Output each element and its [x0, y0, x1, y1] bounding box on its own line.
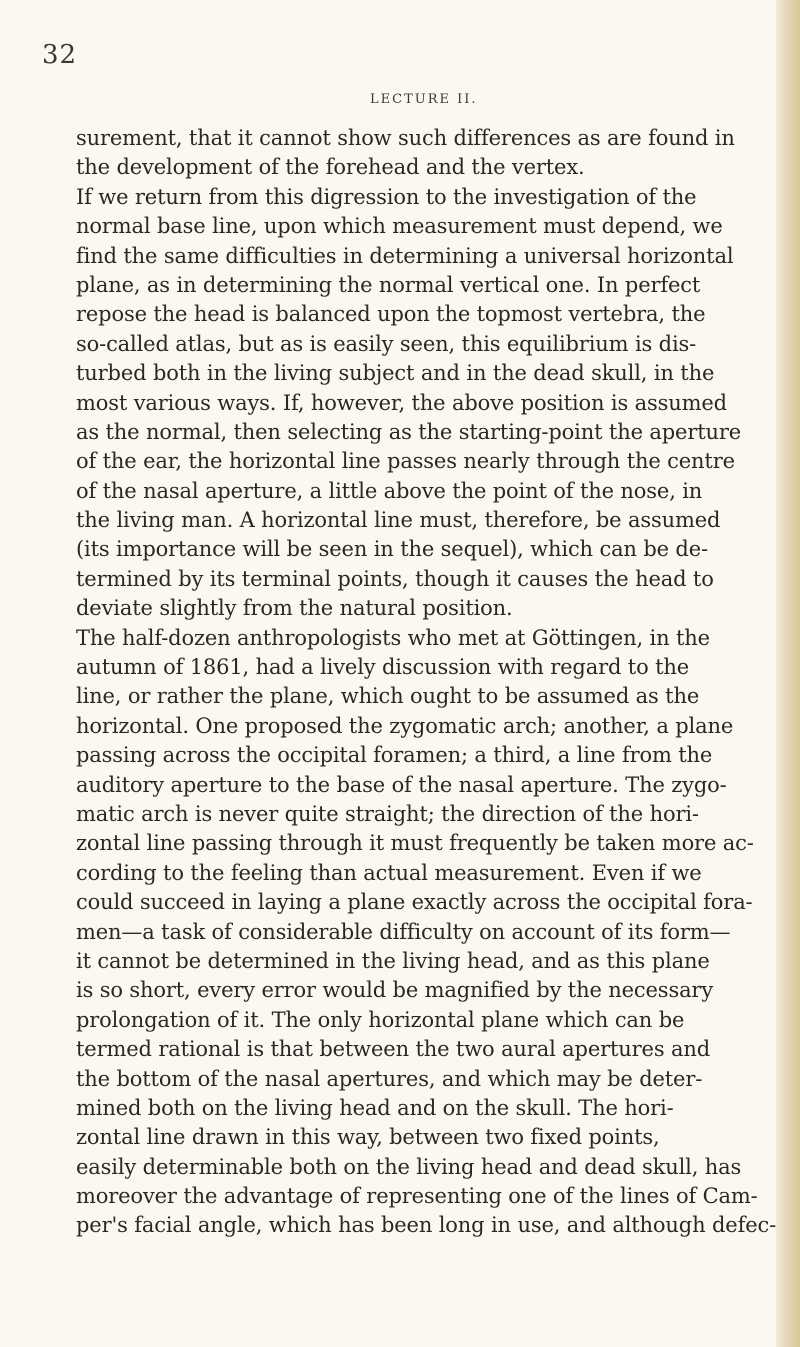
- text-line: zontal line passing through it must frequently be taken more ac-: [76, 831, 754, 856]
- text-line: turbed both in the living subject and in the dead skull, in the: [76, 361, 715, 386]
- text-line: termed rational is that between the two aural apertures and: [76, 1037, 711, 1062]
- page-binding-edge: [776, 0, 800, 1347]
- text-line: so-called atlas, but as is easily seen, this equilibrium is dis-: [76, 331, 697, 356]
- body-text: [76, 124, 776, 1241]
- text-line: men—a task of considerable difficulty on account of its form—: [76, 919, 731, 944]
- text-line: moreover the advantage of representing one of the lines of Cam-: [76, 1184, 758, 1209]
- text-line: If we return from this digression to the investigation of the: [76, 184, 697, 209]
- text-line: cording to the feeling than actual measurement. Even if we: [76, 860, 702, 885]
- text-line: the living man. A horizontal line must, therefore, be assumed: [76, 508, 721, 533]
- text-line: find the same difficulties in determining a universal horizontal: [76, 243, 734, 268]
- running-head: LECTURE II.: [370, 92, 478, 107]
- text-line: of the nasal aperture, a little above the point of the nose, in: [76, 478, 703, 503]
- text-line: prolongation of it. The only horizontal plane which can be: [76, 1007, 685, 1032]
- text-line: The half-dozen anthropologists who met at Göttingen, in the: [76, 625, 710, 650]
- page-number: 32: [42, 40, 78, 70]
- text-line: normal base line, upon which measurement must depend, we: [76, 214, 723, 239]
- text-line: the development of the forehead and the vertex.: [76, 155, 585, 180]
- text-line: could succeed in laying a plane exactly across the occipital fora-: [76, 890, 753, 915]
- text-line: as the normal, then selecting as the starting-point the aperture: [76, 419, 742, 444]
- text-line: line, or rather the plane, which ought to be assumed as the: [76, 684, 700, 709]
- text-line: is so short, every error would be magnified by the necessary: [76, 978, 714, 1003]
- text-line: passing across the occipital foramen; a third, a line from the: [76, 743, 713, 768]
- text-line: the bottom of the nasal apertures, and which may be deter-: [76, 1066, 703, 1091]
- text-line: zontal line drawn in this way, between two fixed points,: [76, 1125, 660, 1150]
- text-line: repose the head is balanced upon the topmost vertebra, the: [76, 302, 706, 327]
- text-line: plane, as in determining the normal vertical one. In perfect: [76, 272, 701, 297]
- text-line: (its importance will be seen in the sequel), which can be de-: [76, 537, 708, 562]
- text-line: horizontal. One proposed the zygomatic arch; another, a plane: [76, 713, 734, 738]
- text-line: auditory aperture to the base of the nasal aperture. The zygo-: [76, 772, 727, 797]
- text-line: per's facial angle, which has been long in use, and although defec-: [76, 1213, 777, 1238]
- text-line: deviate slightly from the natural position.: [76, 596, 513, 621]
- text-line: it cannot be determined in the living head, and as this plane: [76, 948, 710, 973]
- text-line: termined by its terminal points, though it causes the head to: [76, 566, 714, 591]
- text-line: matic arch is never quite straight; the direction of the hori-: [76, 801, 699, 826]
- text-line: easily determinable both on the living head and dead skull, has: [76, 1154, 742, 1179]
- text-line: of the ear, the horizontal line passes nearly through the centre: [76, 449, 735, 474]
- text-line: autumn of 1861, had a lively discussion with regard to the: [76, 655, 690, 680]
- text-line: surement, that it cannot show such differences as are found in: [76, 126, 735, 150]
- text-line: mined both on the living head and on the skull. The hori-: [76, 1095, 674, 1120]
- text-line: most various ways. If, however, the above position is assumed: [76, 390, 727, 415]
